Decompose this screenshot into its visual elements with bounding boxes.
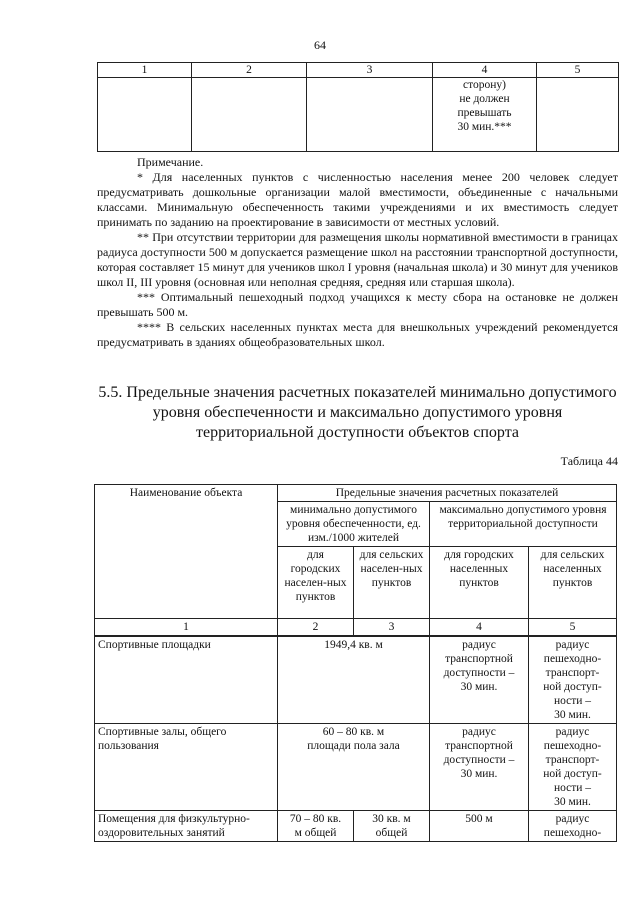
cell-line: 30 мин. [460,681,498,693]
column-number: 2 [278,619,354,637]
cell-line: площади пола зала [307,740,400,752]
header-min-provision: минимально допустимого уровня обеспеченности, ед. изм./1000 жителей [278,502,430,547]
cell-line: радиус [462,726,496,738]
header-cell: 5 [537,63,619,78]
cell-line: м общей [294,827,337,839]
table-header-row [98,63,619,78]
note-paragraph: * Для населенных пунктов с численностью населения менее 200 человек следует предусматривать дошкольные организации малой вместимости, объединенные с начальными классами. Минимальную обеспеченность такими учреждениями и их вместимость следует принимать по заданию на проектирование в зависимости от местных условий. [97,170,618,229]
header-max-urban: для городских населенных пунктов [430,547,529,619]
header-cell: 2 [192,63,307,78]
cell-line: превышать [457,107,512,119]
header-min-rural: для сельских населен-ных пунктов [354,547,430,619]
cell-line: ной доступ- [543,768,602,780]
max-urban [430,724,529,811]
cell-line: пешеходно- [543,653,602,665]
object-name: Помещения для физкультурно-оздоровительных занятий [95,811,278,842]
note-paragraph: ** При отсутствии территории для размещения школы нормативной вместимости в границах радиуса доступности 500 м допускается размещение школ на расстоянии транспортной доступности, которая составляет 15 минут для учеников школ I уровня (начальная школа) и 30 минут для учеников школ II, III уровня (основная или неполная средняя, средняя или старшая школа). [97,230,618,289]
cell-line: 70 – 80 кв. [289,813,342,825]
column-number-row [95,619,617,637]
section-title: 5.5. Предельные значения расчетных показателей минимально допустимого уровня обеспеченности и максимально допустимого уровня территориальной доступности объектов спорта [98,384,617,441]
header-max-accessibility: максимально допустимого уровня территориальной доступности [430,502,617,547]
table-row [98,78,619,152]
cell-line: транспортной [445,653,513,665]
table-row [95,811,617,842]
cell-line: ной доступ- [543,681,602,693]
cell-line: 30 мин.*** [457,121,512,133]
max-rural [529,636,617,724]
header-cell: 1 [98,63,192,78]
header-cell: 4 [433,63,537,78]
cell-line: 30 мин. [460,768,498,780]
header-object-name: Наименование объекта [95,485,278,619]
cell-line: транспорт- [545,667,600,679]
table-cell [192,78,307,152]
max-rural [529,811,617,842]
cell-line: транспорт- [545,754,600,766]
column-number: 1 [95,619,278,637]
page-number: 64 [314,38,326,52]
table-header-row [95,485,617,502]
column-number: 5 [529,619,617,637]
cell-line: общей [375,827,408,839]
cell-line: радиус [555,813,590,825]
table-caption: Таблица 44 [560,454,618,468]
cell-line: радиус [555,726,590,738]
header-limits: Предельные значения расчетных показателей [278,485,617,502]
cell-line: пешеходно- [543,827,602,839]
table-cell [98,78,192,152]
max-urban [430,636,529,724]
cell-line: ности – [553,695,592,707]
table-row [95,636,617,724]
header-max-rural: для сельских населенных пунктов [529,547,617,619]
column-number: 4 [430,619,529,637]
max-urban: 500 м [430,811,529,842]
cell-line: радиус [555,639,590,651]
max-rural [529,724,617,811]
continued-table [97,62,619,152]
table-cell [433,78,537,152]
min-urban [278,811,354,842]
cell-line: сторону) [463,79,506,91]
cell-line: не должен [459,93,510,105]
note-paragraph: **** В сельских населенных пунктах места для внешкольных учреждений рекомендуется предусматривать в зданиях общеобразовательных школ. [97,320,618,349]
table-cell [537,78,619,152]
cell-line: доступности – [443,667,515,679]
header-cell: 3 [307,63,433,78]
header-min-urban: для городских населен-ных пунктов [278,547,354,619]
cell-line: радиус [462,639,496,651]
object-name: Спортивные залы, общего пользования [95,724,278,811]
cell-line: пешеходно- [543,740,602,752]
min-provision: 1949,4 кв. м [278,636,430,724]
table-cell [307,78,433,152]
cell-line: транспортной [445,740,513,752]
cell-line: 30 мин. [554,796,591,808]
note-paragraph: *** Оптимальный пешеходный подход учащихся к месту сбора на остановке не должен превышать 500 м. [97,290,618,319]
column-number: 3 [354,619,430,637]
min-rural [354,811,430,842]
sport-standards-table [94,484,617,842]
notes-title: Примечание. [137,155,204,169]
cell-line: 30 кв. м [372,813,411,825]
cell-line: доступности – [443,754,515,766]
min-provision [278,724,430,811]
cell-line: 60 – 80 кв. м [322,726,385,738]
table-row [95,724,617,811]
cell-line: 30 мин. [554,709,591,721]
object-name: Спортивные площадки [95,636,278,724]
notes-block [97,155,618,350]
cell-line: ности – [553,782,592,794]
